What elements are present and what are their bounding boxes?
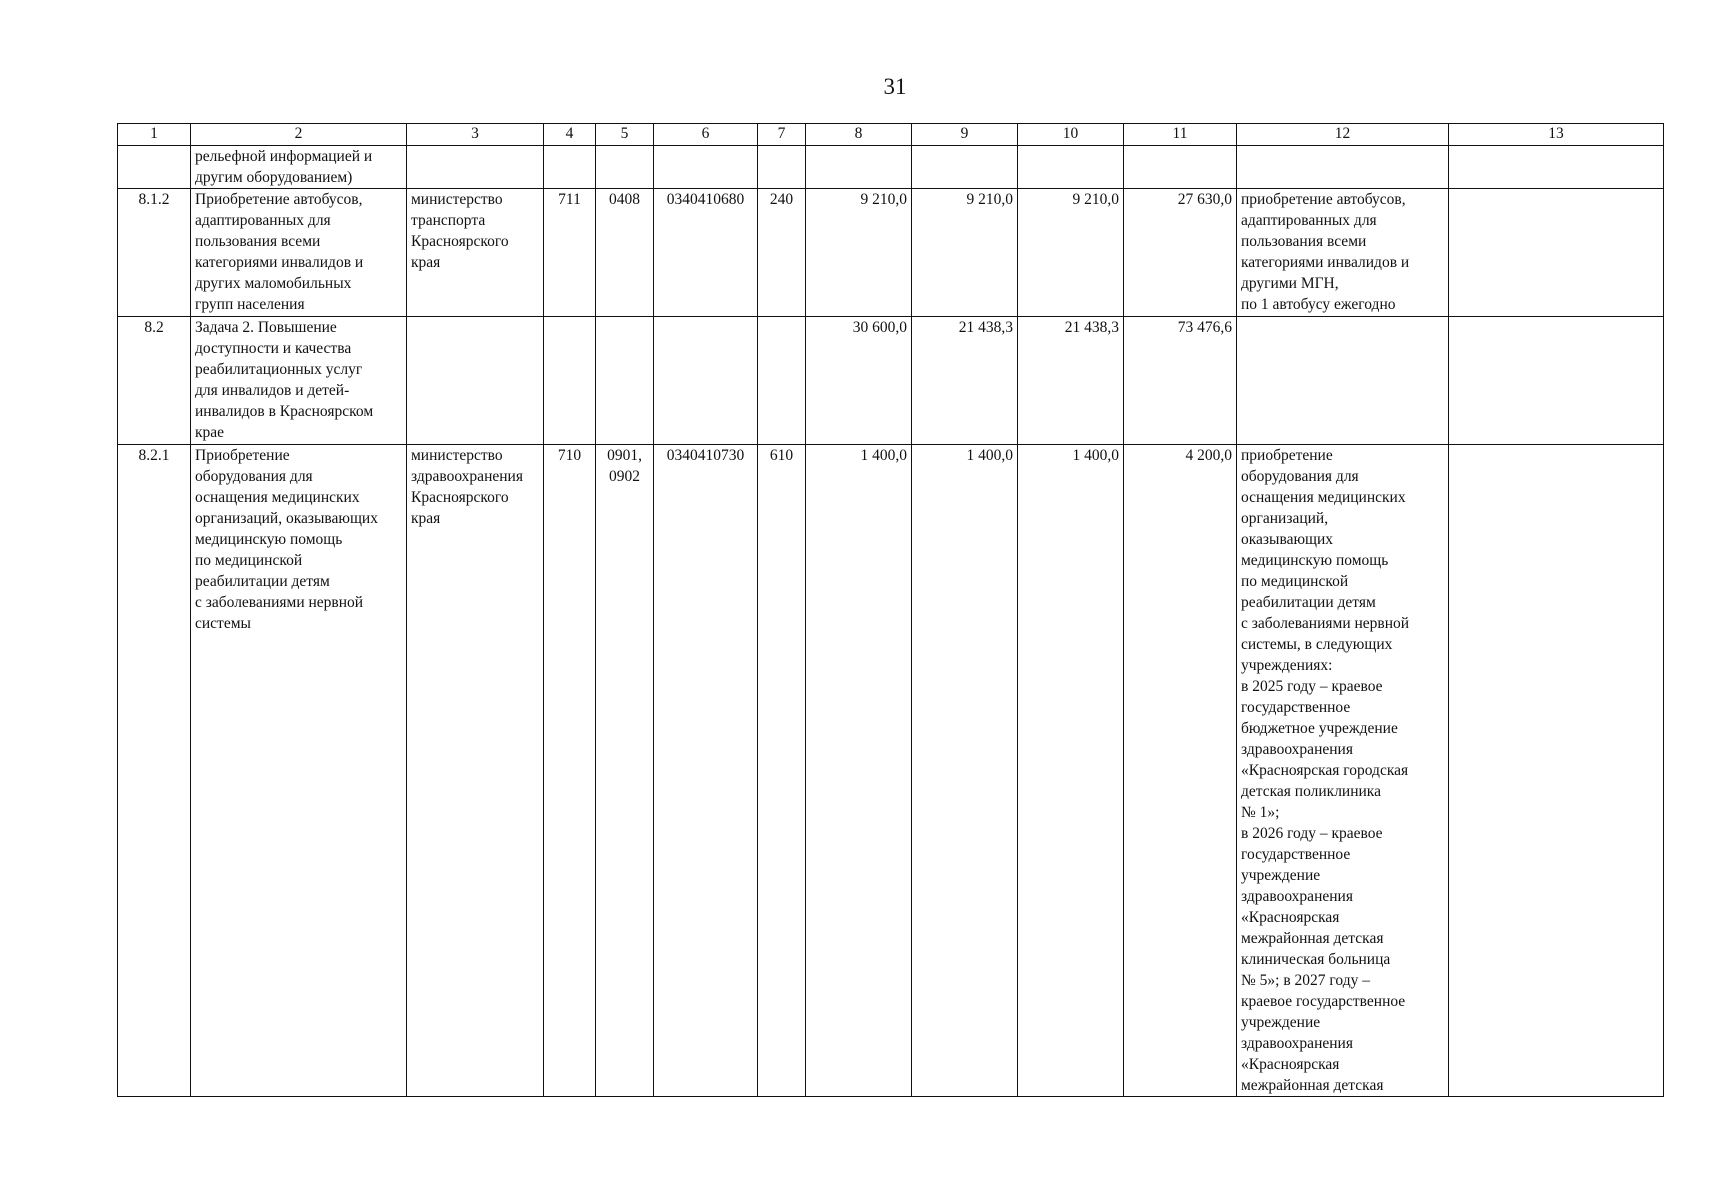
cell-text-line: Приобретение: [195, 447, 290, 464]
cell-text-line: «Красноярская городская: [1241, 762, 1409, 779]
cell-executor: [407, 445, 544, 1097]
cell-year-2026: [912, 146, 1018, 189]
cell-year-2026: 9 210,0: [912, 189, 1018, 317]
cell-text-line: 0902: [609, 468, 640, 485]
cell-text-line: межрайонная детская: [1241, 1077, 1384, 1094]
table-row: [118, 445, 1664, 1097]
cell-section-code: [596, 317, 654, 445]
cell-executor: [407, 146, 544, 189]
cell-text-line: здравоохранения: [1241, 1035, 1353, 1052]
cell-text-line: доступности и качества: [195, 340, 352, 357]
cell-text-line: реабилитационных услуг: [195, 361, 363, 378]
cell-text-line: здравоохранения: [411, 468, 523, 485]
cell-executor: [407, 317, 544, 445]
cell-year-2027: [1018, 146, 1124, 189]
cell-event-name: [191, 445, 407, 1097]
cell-text-line: других маломобильных: [195, 275, 352, 292]
column-header: 9: [912, 124, 1018, 146]
cell-text-line: Красноярского: [411, 489, 509, 506]
cell-event-name: [191, 146, 407, 189]
cell-text-line: организаций,: [1241, 510, 1329, 527]
cell-text-line: медицинскую помощь: [195, 531, 343, 548]
cell-row-number: [118, 146, 191, 189]
cell-text-line: клиническая больница: [1241, 951, 1391, 968]
cell-year-2027: 1 400,0: [1018, 445, 1124, 1097]
cell-year-2025: 30 600,0: [806, 317, 912, 445]
cell-text-line: адаптированных для: [195, 212, 331, 229]
cell-text-line: государственное: [1241, 846, 1351, 863]
column-header: 12: [1237, 124, 1449, 146]
page-number: 31: [883, 74, 907, 99]
column-header: 2: [191, 124, 407, 146]
cell-note: [1449, 189, 1664, 317]
cell-text-line: другими МГН,: [1241, 275, 1339, 292]
cell-text-line: реабилитации детям: [1241, 594, 1376, 611]
column-header: 10: [1018, 124, 1124, 146]
column-header: 7: [758, 124, 806, 146]
cell-text-line: «Красноярская: [1241, 909, 1340, 926]
cell-executor: [407, 189, 544, 317]
cell-text-line: инвалидов в Красноярском: [195, 403, 374, 420]
cell-row-number: 8.1.2: [118, 189, 191, 317]
cell-year-2027: 9 210,0: [1018, 189, 1124, 317]
cell-event-name: [191, 189, 407, 317]
cell-text-line: «Красноярская: [1241, 1056, 1340, 1073]
cell-text-line: Приобретение автобусов,: [195, 191, 363, 208]
cell-text-line: бюджетное учреждение: [1241, 720, 1398, 737]
cell-text-line: 0901,: [607, 447, 642, 464]
cell-text-line: реабилитации детям: [195, 573, 330, 590]
cell-text-line: другим оборудованием): [195, 169, 353, 186]
cell-text-line: здравоохранения: [1241, 741, 1353, 758]
cell-target-article-code: 0340410680: [654, 189, 758, 317]
cell-text-line: края: [411, 254, 441, 271]
cell-text-line: медицинскую помощь: [1241, 552, 1389, 569]
cell-text-line: крае: [195, 424, 225, 441]
cell-text-line: оснащения медицинских: [195, 489, 360, 506]
cell-text-line: учреждениях:: [1241, 657, 1333, 674]
cell-text-line: для инвалидов и детей-: [195, 382, 350, 399]
column-header: 3: [407, 124, 544, 146]
cell-text-line: приобретение автобусов,: [1241, 191, 1406, 208]
table-row: [118, 317, 1664, 445]
cell-text-line: с заболеваниями нервной: [195, 594, 364, 611]
cell-year-2025: 1 400,0: [806, 445, 912, 1097]
cell-text-line: пользования всеми: [1241, 233, 1367, 250]
cell-text-line: по медицинской: [195, 552, 303, 569]
cell-period-total: 73 476,6: [1124, 317, 1237, 445]
column-header: 4: [544, 124, 596, 146]
cell-text-line: краевое государственное: [1241, 993, 1406, 1010]
cell-text-line: категориями инвалидов и: [195, 254, 364, 271]
cell-expected-result: [1237, 445, 1449, 1097]
cell-section-code: [596, 146, 654, 189]
cell-text-line: системы: [195, 615, 251, 632]
cell-year-2027: 21 438,3: [1018, 317, 1124, 445]
cell-text-line: Задача 2. Повышение: [195, 319, 337, 336]
cell-text-line: рельефной информацией и: [195, 148, 373, 165]
cell-period-total: 4 200,0: [1124, 445, 1237, 1097]
column-header: 5: [596, 124, 654, 146]
cell-expense-type-code: [758, 317, 806, 445]
cell-row-number: 8.2.1: [118, 445, 191, 1097]
cell-text-line: оборудования для: [195, 468, 313, 485]
cell-text-line: категориями инвалидов и: [1241, 254, 1410, 271]
cell-expected-result: [1237, 146, 1449, 189]
cell-text-line: государственное: [1241, 699, 1351, 716]
cell-text-line: приобретение: [1241, 447, 1333, 464]
cell-text-line: пользования всеми: [195, 233, 321, 250]
cell-target-article-code: 0340410730: [654, 445, 758, 1097]
cell-text-line: № 5»; в 2027 году –: [1241, 972, 1370, 989]
cell-grbs-code: 710: [544, 445, 596, 1097]
cell-note: [1449, 146, 1664, 189]
table-row: [118, 146, 1664, 189]
cell-expense-type-code: [758, 146, 806, 189]
cell-text-line: по 1 автобусу ежегодно: [1241, 296, 1396, 313]
cell-text-line: 0408: [609, 191, 640, 208]
cell-text-line: межрайонная детская: [1241, 930, 1384, 947]
cell-period-total: 27 630,0: [1124, 189, 1237, 317]
column-header: 6: [654, 124, 758, 146]
cell-expense-type-code: 610: [758, 445, 806, 1097]
cell-text-line: системы, в следующих: [1241, 636, 1393, 653]
cell-year-2026: 21 438,3: [912, 317, 1018, 445]
cell-text-line: Красноярского: [411, 233, 509, 250]
cell-text-line: в 2025 году – краевое: [1241, 678, 1383, 695]
column-header: 11: [1124, 124, 1237, 146]
cell-target-article-code: [654, 146, 758, 189]
cell-grbs-code: [544, 146, 596, 189]
cell-text-line: министерство: [411, 191, 503, 208]
cell-section-code: [596, 445, 654, 1097]
cell-event-name: [191, 317, 407, 445]
cell-section-code: [596, 189, 654, 317]
cell-period-total: [1124, 146, 1237, 189]
table-header-row: [118, 124, 1664, 146]
cell-target-article-code: [654, 317, 758, 445]
cell-text-line: министерство: [411, 447, 503, 464]
cell-text-line: организаций, оказывающих: [195, 510, 378, 527]
cell-text-line: групп населения: [195, 296, 305, 313]
cell-grbs-code: [544, 317, 596, 445]
table-row: [118, 189, 1664, 317]
cell-text-line: здравоохранения: [1241, 888, 1353, 905]
cell-text-line: в 2026 году – краевое: [1241, 825, 1383, 842]
cell-row-number: 8.2: [118, 317, 191, 445]
cell-text-line: с заболеваниями нервной: [1241, 615, 1410, 632]
cell-text-line: учреждение: [1241, 1014, 1321, 1031]
program-table: [117, 123, 1664, 1097]
cell-text-line: оборудования для: [1241, 468, 1359, 485]
cell-year-2026: 1 400,0: [912, 445, 1018, 1097]
cell-text-line: транспорта: [411, 212, 486, 229]
cell-text-line: оснащения медицинских: [1241, 489, 1406, 506]
cell-text-line: № 1»;: [1241, 804, 1280, 821]
cell-note: [1449, 317, 1664, 445]
cell-year-2025: [806, 146, 912, 189]
column-header: 1: [118, 124, 191, 146]
cell-text-line: по медицинской: [1241, 573, 1349, 590]
column-header: 8: [806, 124, 912, 146]
cell-note: [1449, 445, 1664, 1097]
cell-expected-result: [1237, 189, 1449, 317]
cell-text-line: края: [411, 510, 441, 527]
cell-text-line: адаптированных для: [1241, 212, 1377, 229]
cell-text-line: детская поликлиника: [1241, 783, 1381, 800]
cell-text-line: оказывающих: [1241, 531, 1334, 548]
cell-expected-result: [1237, 317, 1449, 445]
cell-year-2025: 9 210,0: [806, 189, 912, 317]
cell-grbs-code: 711: [544, 189, 596, 317]
cell-expense-type-code: 240: [758, 189, 806, 317]
cell-text-line: учреждение: [1241, 867, 1321, 884]
column-header: 13: [1449, 124, 1664, 146]
